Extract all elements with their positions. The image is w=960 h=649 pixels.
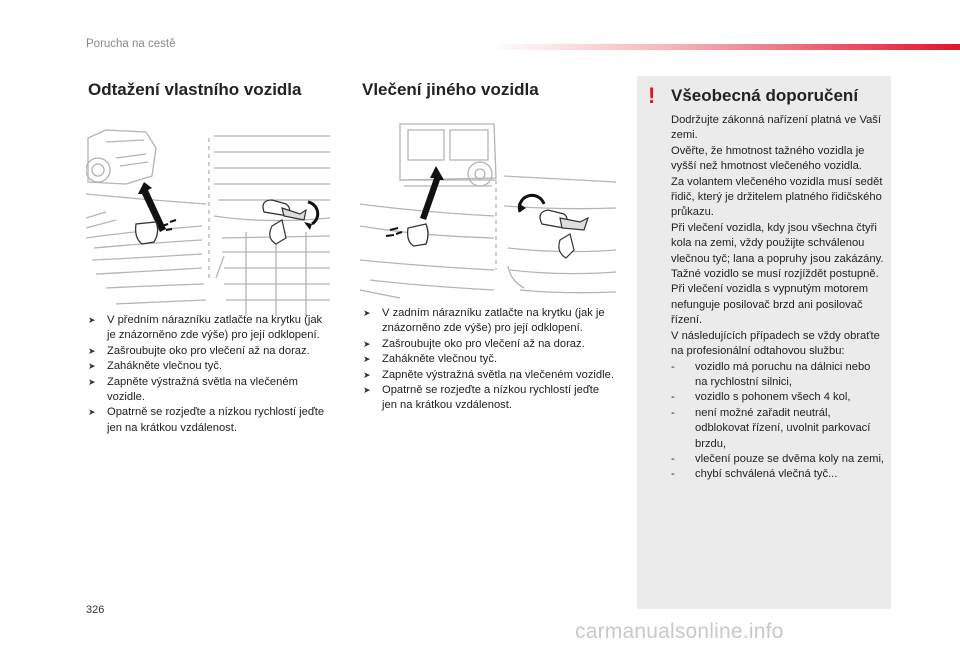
watermark-text: carmanualsonline.info [575, 620, 784, 643]
paragraph: Za volantem vlečeného vozidla musí sedět řidič, který je držitelem platného řidičského průkazu. [671, 175, 883, 219]
paragraph: Při vlečení vozidla s vypnutým motorem nefunguje posilovač brzd ani posilovač řízení. [671, 283, 869, 327]
paragraph: Dodržujte zákonná nařízení platná ve Vaší zemi. [671, 114, 881, 142]
recommendations-text [671, 113, 885, 483]
list-item: - vozidlo má poruchu na dálnici nebo na rychlostní silnici, [671, 360, 871, 388]
list-item: ➤ Zahákněte vlečnou tyč. [88, 360, 223, 373]
list-item: ➤ V předním nárazníku zatlačte na krytku (jak je znázorněno zde výše) pro její odklopení. [88, 314, 323, 342]
list-item: - chybí schválená vlečná tyč... [671, 468, 838, 481]
warning-icon: ! [648, 83, 656, 108]
list-item: - není možné zařadit neutrál, odblokovat řízení, uvolnit parkovací brzdu, [671, 406, 871, 450]
page-number: 326 [86, 604, 105, 616]
list-item: ➤ Opatrně se rozjeďte a nízkou rychlostí jeďte jen na krátkou vzdálenost. [88, 406, 325, 434]
left-steps [88, 313, 328, 436]
left-title: Odtažení vlastního vozidla [88, 80, 302, 99]
paragraph: Tažné vozidlo se musí rozjíždět postupně. [671, 268, 879, 281]
header-accent-bar [490, 44, 960, 50]
list-item: ➤ Zašroubujte oko pro vlečení až na doraz. [88, 344, 310, 357]
section-header: Porucha na cestě [86, 38, 176, 50]
list-item: - vlečení pouze se dvěma koly na zemi, [671, 452, 885, 465]
list-item: ➤ Zapněte výstražná světla na vlečeném vozidle. [88, 375, 298, 404]
list-item: ➤ Zašroubujte oko pro vlečení až na doraz. [363, 337, 585, 350]
list-item: ➤ Zapněte výstražná světla na vlečeném vozidle. [363, 368, 614, 381]
front-bumper-illustration [86, 128, 330, 318]
list-item: ➤ Zahákněte vlečnou tyč. [363, 353, 498, 366]
recommendations-title: Všeobecná doporučení [671, 86, 859, 105]
paragraph: Ověřte, že hmotnost tažného vozidla je vyšší než hmotnost vlečeného vozidla. [671, 144, 865, 173]
middle-steps [363, 306, 615, 414]
paragraph: Při vlečení vozidla, kdy jsou všechna čtyři kola na zemi, vždy použijte schválenou vlečnou tyč; lana a popruhy jsou zakázány. [671, 221, 884, 265]
rear-bumper-illustration [360, 120, 616, 302]
list-item: ➤ Opatrně se rozjeďte a nízkou rychlostí jeďte jen na krátkou vzdálenost. [363, 384, 600, 412]
paragraph: V následujících případech se vždy obraťte na profesionální odtahovou službu: [671, 329, 880, 358]
list-item: ➤ V zadním nárazníku zatlačte na krytku (jak je znázorněno zde výše) pro její odklopení. [363, 307, 605, 335]
middle-title: Vlečení jiného vozidla [362, 80, 539, 99]
list-item: - vozidlo s pohonem všech 4 kol, [671, 391, 851, 404]
